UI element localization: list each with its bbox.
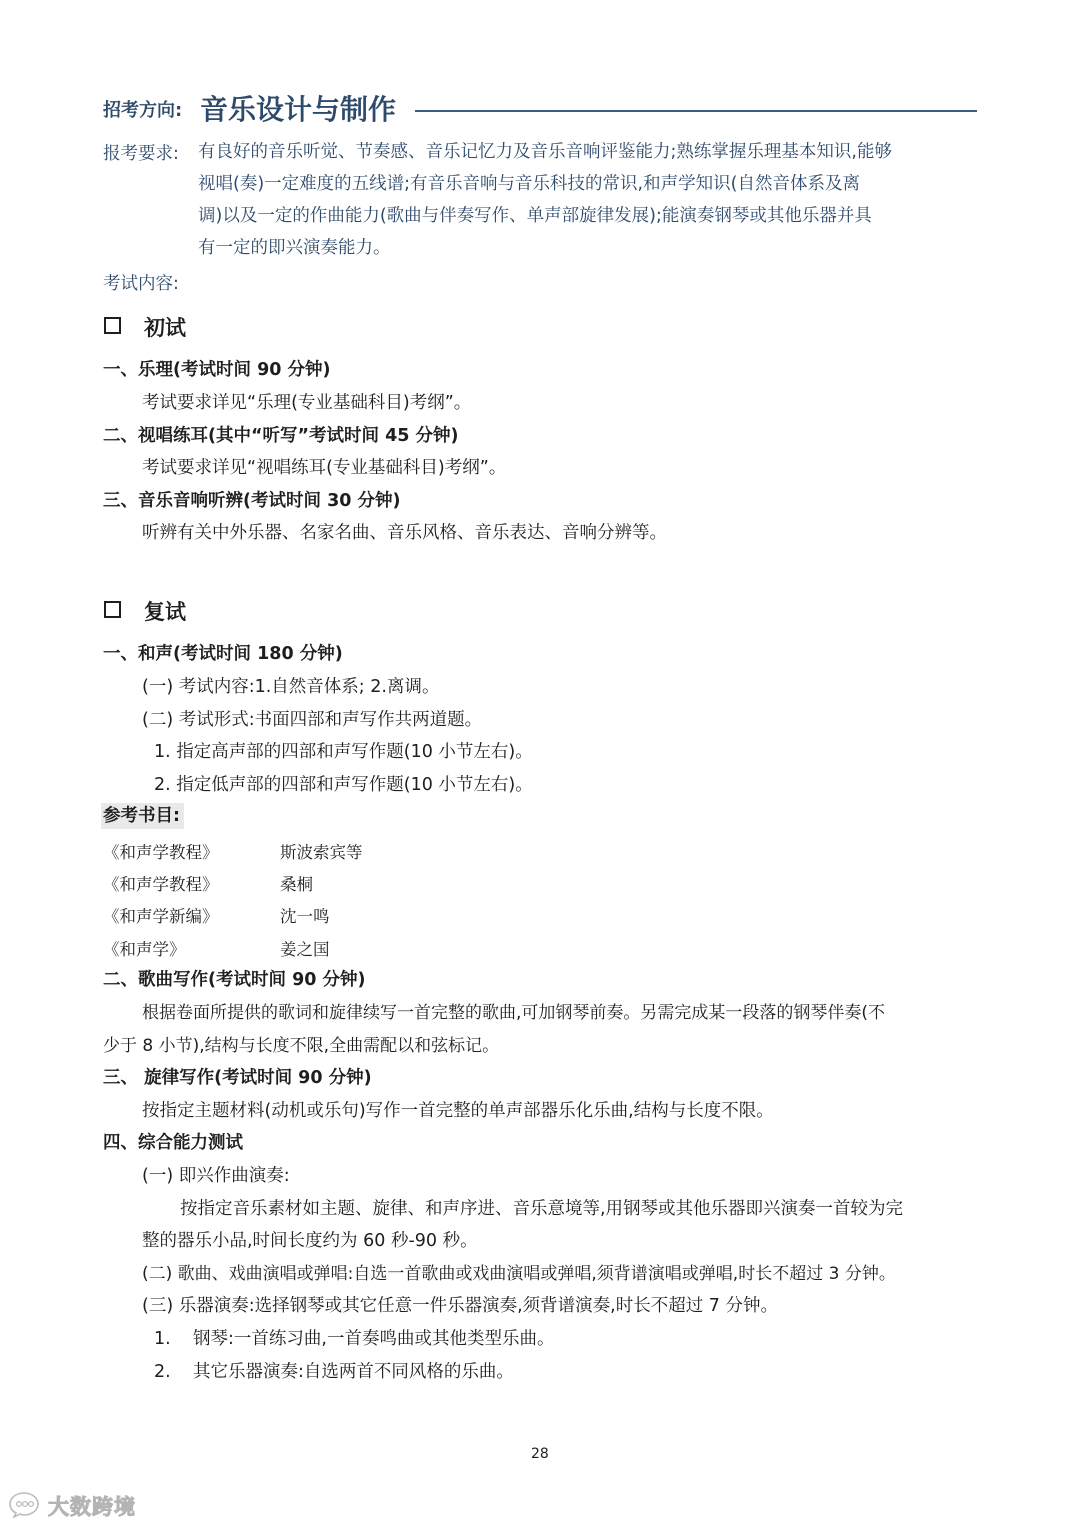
page-number: 28: [531, 1446, 549, 1462]
book-author: 沈一鸣: [280, 907, 330, 926]
song-line: 少于 8 小节),结构与长度不限,全曲需配以和弦标记。: [103, 1036, 500, 1056]
requirements-line: 视唱(奏)一定难度的五线谱;有音乐音响与音乐科技的常识,和声学知识(自然音体系及离: [198, 174, 860, 194]
exam-content-label: 考试内容:: [103, 274, 179, 294]
book-author: 斯波索宾等: [280, 843, 363, 862]
subsection-title: (三) 乐器演奏:选择钢琴或其它任意一件乐器演奏,须背谱演奏,时长不超过 7 分钟。: [142, 1296, 778, 1316]
section-detail: 听辨有关中外乐器、名家名曲、音乐风格、音乐表达、音响分辨等。: [142, 523, 667, 543]
list-number: 1.: [154, 1329, 171, 1349]
section-title-preliminary: 初试: [144, 316, 186, 340]
book-title: 《和声学教程》: [103, 875, 219, 894]
section-title-retest: 复试: [144, 600, 186, 624]
list-item: 钢琴:一首练习曲,一首奏鸣曲或其他类型乐曲。: [193, 1329, 555, 1349]
requirements-line: 调)以及一定的作曲能力(歌曲与伴奏写作、单声部旋律发展);能演奏钢琴或其他乐器并具: [198, 206, 872, 226]
book-title: 《和声学新编》: [103, 907, 219, 926]
list-number: 2.: [154, 1362, 171, 1382]
harmony-line: (二) 考试形式:书面四部和声写作共两道题。: [142, 710, 483, 730]
requirements-label: 报考要求:: [103, 144, 179, 164]
song-line: 根据卷面所提供的歌词和旋律续写一首完整的歌曲,可加钢琴前奏。另需完成某一段落的钢琴伴奏(不: [142, 1003, 886, 1023]
book-author: 桑桐: [280, 875, 313, 894]
title-rule: [415, 110, 977, 112]
subsection-title: (一) 即兴作曲演奏:: [142, 1166, 290, 1186]
harmony-line: 2. 指定低声部的四部和声写作题(10 小节左右)。: [154, 775, 533, 795]
harmony-line: 1. 指定高声部的四部和声写作题(10 小节左右)。: [154, 742, 533, 762]
section-detail: 考试要求详见“视唱练耳(专业基础科目)考纲”。: [142, 458, 507, 478]
section-heading: 二、歌曲写作(考试时间 90 分钟): [103, 970, 366, 990]
watermark-text: 大数跨境: [48, 1495, 136, 1519]
melody-line: 按指定主题材料(动机或乐句)写作一首完整的单声部器乐化乐曲,结构与长度不限。: [142, 1101, 774, 1121]
direction-label: 招考方向:: [103, 100, 183, 121]
section-heading: 四、综合能力测试: [103, 1133, 243, 1153]
direction-title: 音乐设计与制作: [200, 93, 397, 126]
section-heading: 一、和声(考试时间 180 分钟): [103, 644, 343, 664]
requirements-line: 有一定的即兴演奏能力。: [198, 238, 391, 258]
section-heading: 三、音乐音响听辨(考试时间 30 分钟): [103, 491, 401, 511]
reference-books-label: 参考书目:: [101, 803, 184, 829]
section-heading: 二、视唱练耳(其中“听写”考试时间 45 分钟): [103, 426, 459, 446]
chat-bubble-logo-icon: [8, 1490, 44, 1522]
subsection-title: (二) 歌曲、戏曲演唱或弹唱:自选一首歌曲或戏曲演唱或弹唱,须背谱演唱或弹唱,时长不超过 3 分钟。: [142, 1264, 896, 1284]
book-author: 姜之国: [280, 940, 330, 959]
improv-line: 整的器乐小品,时间长度约为 60 秒-90 秒。: [142, 1231, 478, 1251]
book-title: 《和声学》: [103, 940, 186, 959]
harmony-line: (一) 考试内容:1.自然音体系; 2.离调。: [142, 677, 440, 697]
checkbox-icon: [104, 601, 121, 618]
improv-line: 按指定音乐素材如主题、旋律、和声序进、音乐意境等,用钢琴或其他乐器即兴演奏一首较为完: [180, 1199, 904, 1219]
list-item: 其它乐器演奏:自选两首不同风格的乐曲。: [193, 1362, 514, 1382]
book-title: 《和声学教程》: [103, 843, 219, 862]
checkbox-icon: [104, 317, 121, 334]
watermark: [8, 1490, 136, 1522]
section-heading: 一、乐理(考试时间 90 分钟): [103, 360, 331, 380]
requirements-line: 有良好的音乐听觉、节奏感、音乐记忆力及音乐音响评鉴能力;熟练掌握乐理基本知识,能够: [198, 142, 892, 162]
section-detail: 考试要求详见“乐理(专业基础科目)考纲”。: [142, 393, 472, 413]
section-heading: 三、 旋律写作(考试时间 90 分钟): [103, 1068, 372, 1088]
